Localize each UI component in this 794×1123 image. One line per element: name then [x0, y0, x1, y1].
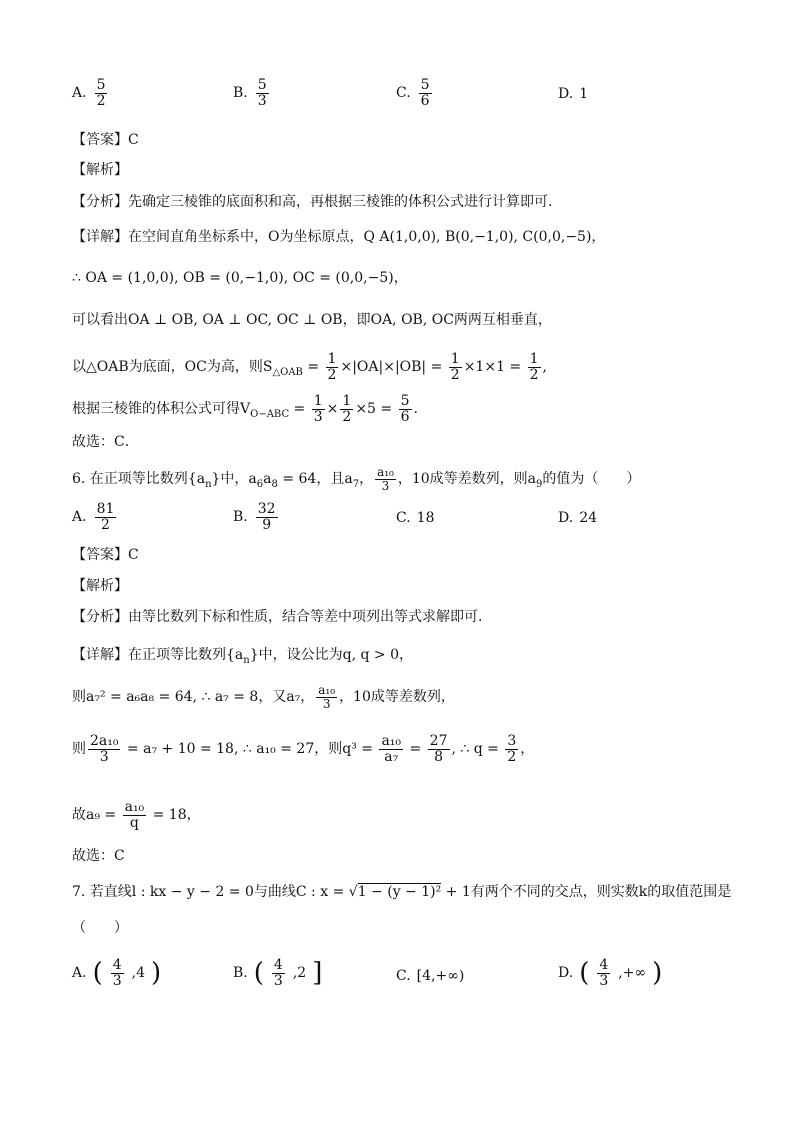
q6-option-c: C. 18: [396, 510, 435, 526]
q5-choose: 故选：C．: [72, 434, 139, 450]
q6-analysis-title: 【解析】: [72, 578, 128, 594]
q5-detail-3: 可以看出OA ⊥ OB, OA ⊥ OC, OC ⊥ OB，即OA, OB, OC两两互相垂直，: [72, 312, 552, 328]
q7-option-d: D. ( $\frac{4}{3}$ ,+∞ ): [558, 957, 663, 989]
q5-answer: 【答案】C: [72, 132, 139, 148]
q6-option-a: A. $\frac{81}{2}$: [72, 501, 115, 533]
q5-analysis-title: 【解析】: [72, 162, 128, 178]
q6-fenxi: 【分析】由等比数列下标和性质，结合等差中项列出等式求解即可.: [72, 609, 483, 625]
q6-detail-2: 则a₇² = a₆a₈ = 64, ∴ a₇ = 8，又a₇， $\frac{\text{a₁₀}}{3}$ ，10成等差数列，: [72, 683, 455, 711]
q7-option-c: C. [4,+∞): [396, 968, 465, 984]
q5-detail-5: 根据三棱锥的体积公式可得$V_{O-ABC}$ = $\frac{1}{3}$ × $\frac{1}{2}$ ×5 = $\frac{5}{6}$ .: [72, 393, 418, 425]
q5-fenxi: 【分析】先确定三棱锥的底面积和高，再根据三棱锥的体积公式进行计算即可.: [72, 194, 553, 210]
q6-answer: 【答案】C: [72, 547, 139, 563]
q5-option-d: D. 1: [558, 86, 589, 102]
q5-option-a: A. $\frac{5}{2}$: [72, 77, 106, 109]
q7-option-a: A. ( $\frac{4}{3}$ ,4 ): [72, 957, 162, 989]
fraction: $\frac{5}{3}$: [257, 77, 267, 109]
q6-option-d: D. 24: [558, 510, 598, 526]
q6-detail-3: 则 $\frac{\text{2a₁₀}}{3}$ = a₇ + 10 = 18, ∴ a₁₀ = 27，则q³ = $\frac{\text{a₁₀}}{\text{a₇}}$ = $\frac{27}{8}$ , ∴ q = $\frac{3}{2}$ ，: [72, 733, 535, 765]
q6-option-b: B. $\frac{32}{9}$: [233, 501, 276, 533]
q5-option-c: C. $\frac{5}{6}$: [396, 77, 430, 109]
q7-stem-bracket: （ ）: [72, 920, 128, 936]
q5-detail-1: 【详解】在空间直角坐标系中，O为坐标原点，Q A(1,0,0), B(0,−1,0), C(0,0,−5)，: [72, 229, 606, 245]
fraction: $\frac{5}{6}$: [420, 77, 430, 109]
q6-choose: 故选：C: [72, 848, 125, 864]
q5-option-b: B. $\frac{5}{3}$: [233, 77, 267, 109]
q6-detail-1: 【详解】在正项等比数列$\{a_n\}$中，设公比为q, q > 0，: [72, 647, 413, 666]
q7-option-b: B. ( $\frac{4}{3}$ ,2 ]: [233, 957, 323, 989]
fraction: $\frac{5}{2}$: [96, 77, 106, 109]
q5-detail-4: 以△OAB为底面，OC为高，则$S_{\triangle OAB}$ = $\frac{1}{2}$ ×|OA|×|OB| = $\frac{1}{2}$ ×1×1 = $\frac{1}{2}$ ,: [72, 351, 547, 383]
q5-detail-2: ∴ OA = (1,0,0), OB = (0,−1,0), OC = (0,0,−5)，: [72, 270, 408, 286]
q6-detail-4: 故a₉ = $\frac{\text{a₁₀}}{q}$ = 18，: [72, 799, 201, 831]
q7-stem: 7. 若直线l : kx − y − 2 = 0与曲线C : x = √1 − (y − 1)² + 1有两个不同的交点，则实数k的取值范围是: [72, 884, 732, 900]
q6-stem: 6. 在正项等比数列$\{a_n\}$中，$a_6a_8 = 64$，且$a_7$， $\frac{\text{a₁₀}}{3}$ ，10成等差数列，则$a_9$的值为（ ）: [72, 465, 641, 493]
